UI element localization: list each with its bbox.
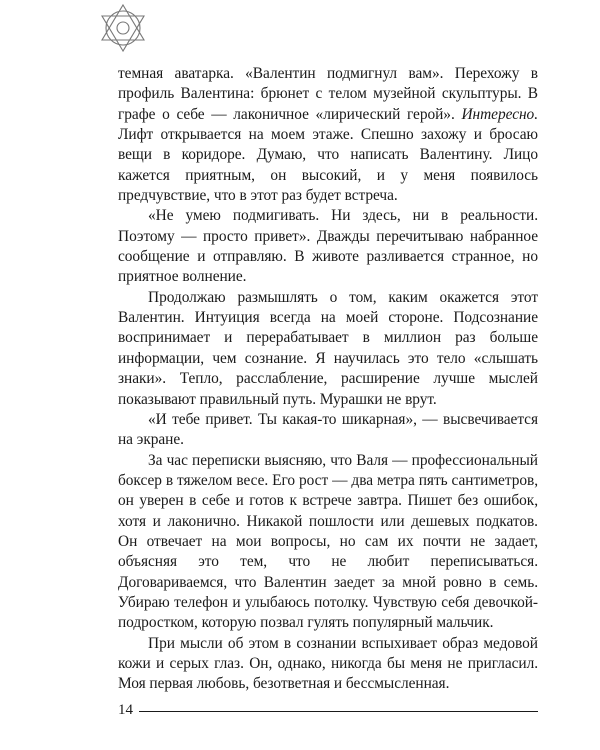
paragraph-1: темная аватарка. «Валентин подмигнул вам». Перехожу в профиль Валентина: брюнет с телом музейной скульптуры. В графе о себе — лаконичное «лирический герой». Интересно. Лифт открывается на моем этаже. Спешно захожу и бросаю вещи в коридоре. Думаю, что написать Валентину. Лицо кажется приятным, он высокий, и у меня появилось предчувствие, что в этот раз будет встреча. xyxy=(118,65,538,205)
body-text xyxy=(118,64,538,695)
paragraph-6: При мысли об этом в сознании вспыхивает образ медовой кожи и серых глаз. Он, однако, никогда бы меня не пригласил. Моя первая любовь, безответная и бессмысленная. xyxy=(118,634,538,693)
paragraph-4: «И тебе привет. Ты какая-то шикарная», — высвечивается на экране. xyxy=(118,410,538,449)
paragraph-2: «Не умею подмигивать. Ни здесь, ни в реальности. Поэтому — просто привет». Дважды перечитываю набранное сообщение и отправляю. В животе разливается странное, но приятное волнение. xyxy=(118,207,538,286)
footer-rule xyxy=(139,711,538,712)
emphasis-interesno: Интересно. xyxy=(461,105,538,123)
paragraph-3: Продолжаю размышлять о том, каким окажется этот Валентин. Интуиция всегда на моей стороне. Подсознание воспринимает и перерабатывает в миллион раз больше информации, чем сознание. Я научилась это тело «слышать знаки». Тепло, расслабление, расширение лучше мыслей показывают правильный путь. Мурашки не врут. xyxy=(118,288,538,408)
sacred-geometry-ornament-icon xyxy=(97,2,149,54)
page-number: 14 xyxy=(118,701,133,718)
paragraph-5: За час переписки выясняю, что Валя — профессиональный боксер в тяжелом весе. Его рост — два метра пять сантиметров, он уверен в себе и готов к встрече завтра. Пишет без ошибок, хотя и лаконично. Никакой пошлости или дешевых подкатов. Он отвечает на мои вопросы, но сам их почти не задает, объясняя это тем, что не любит переписываться. Договариваемся, что Валентин заедет за мной ровно в семь. Убираю телефон и улыбаюсь потолку. Чувствую себя девочкой-подростком, которую позвал гулять популярный мальчик. xyxy=(118,451,538,632)
page-footer xyxy=(118,700,538,720)
